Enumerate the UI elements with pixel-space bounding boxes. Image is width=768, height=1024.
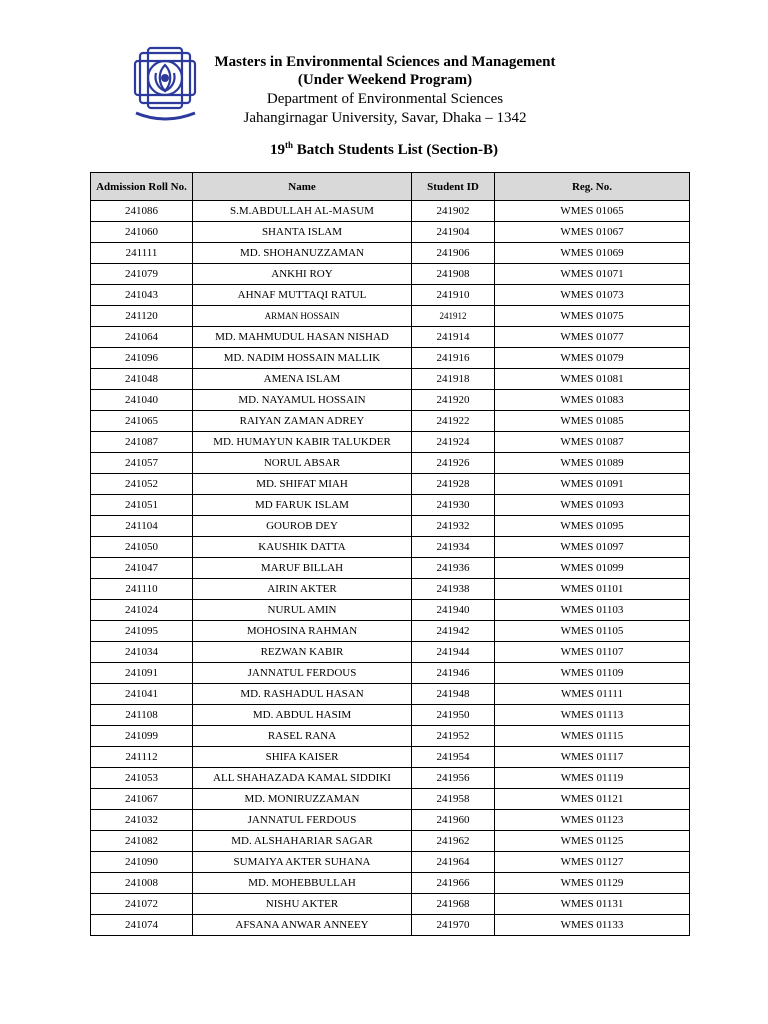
- header-reg-no: Reg. No.: [495, 173, 690, 201]
- table-header-row: [91, 173, 690, 201]
- cell-admission-roll: 241040: [91, 390, 193, 411]
- cell-student-id: 241952: [412, 726, 495, 747]
- table-row: [91, 642, 690, 663]
- cell-name: KAUSHIK DATTA: [193, 537, 412, 558]
- cell-name: MD. NADIM HOSSAIN MALLIK: [193, 348, 412, 369]
- cell-admission-roll: 241050: [91, 537, 193, 558]
- table-row: [91, 495, 690, 516]
- cell-admission-roll: 241060: [91, 222, 193, 243]
- table-row: [91, 915, 690, 936]
- cell-admission-roll: 241024: [91, 600, 193, 621]
- cell-name: JANNATUL FERDOUS: [193, 810, 412, 831]
- cell-reg-no: WMES 01119: [495, 768, 690, 789]
- cell-name: MD FARUK ISLAM: [193, 495, 412, 516]
- cell-name: RASEL RANA: [193, 726, 412, 747]
- cell-reg-no: WMES 01081: [495, 369, 690, 390]
- cell-name: RAIYAN ZAMAN ADREY: [193, 411, 412, 432]
- cell-admission-roll: 241111: [91, 243, 193, 264]
- cell-reg-no: WMES 01129: [495, 873, 690, 894]
- cell-student-id: 241908: [412, 264, 495, 285]
- cell-admission-roll: 241108: [91, 705, 193, 726]
- cell-reg-no: WMES 01065: [495, 201, 690, 222]
- cell-admission-roll: 241091: [91, 663, 193, 684]
- table-row: [91, 474, 690, 495]
- cell-reg-no: WMES 01123: [495, 810, 690, 831]
- cell-student-id: 241940: [412, 600, 495, 621]
- table-row: [91, 369, 690, 390]
- cell-reg-no: WMES 01107: [495, 642, 690, 663]
- cell-student-id: 241928: [412, 474, 495, 495]
- cell-name: AIRIN AKTER: [193, 579, 412, 600]
- cell-reg-no: WMES 01133: [495, 915, 690, 936]
- cell-admission-roll: 241072: [91, 894, 193, 915]
- cell-admission-roll: 241087: [91, 432, 193, 453]
- cell-student-id: 241962: [412, 831, 495, 852]
- cell-admission-roll: 241090: [91, 852, 193, 873]
- cell-name: NORUL ABSAR: [193, 453, 412, 474]
- cell-student-id: 241918: [412, 369, 495, 390]
- cell-name: MD. ALSHAHARIAR SAGAR: [193, 831, 412, 852]
- cell-name: MD. MOHEBBULLAH: [193, 873, 412, 894]
- cell-name: ARMAN HOSSAIN: [193, 306, 412, 327]
- cell-admission-roll: 241043: [91, 285, 193, 306]
- cell-student-id: 241914: [412, 327, 495, 348]
- cell-admission-roll: 241095: [91, 621, 193, 642]
- cell-admission-roll: 241008: [91, 873, 193, 894]
- table-row: [91, 768, 690, 789]
- cell-name: MD. HUMAYUN KABIR TALUKDER: [193, 432, 412, 453]
- title-block: [190, 53, 580, 128]
- cell-reg-no: WMES 01067: [495, 222, 690, 243]
- cell-student-id: 241906: [412, 243, 495, 264]
- cell-admission-roll: 241057: [91, 453, 193, 474]
- list-title-text: Batch Students List (Section-B): [293, 142, 499, 158]
- cell-student-id: 241932: [412, 516, 495, 537]
- cell-reg-no: WMES 01073: [495, 285, 690, 306]
- cell-student-id: 241956: [412, 768, 495, 789]
- cell-reg-no: WMES 01103: [495, 600, 690, 621]
- cell-admission-roll: 241099: [91, 726, 193, 747]
- cell-admission-roll: 241051: [91, 495, 193, 516]
- cell-reg-no: WMES 01115: [495, 726, 690, 747]
- cell-admission-roll: 241034: [91, 642, 193, 663]
- cell-reg-no: WMES 01095: [495, 516, 690, 537]
- cell-name: SUMAIYA AKTER SUHANA: [193, 852, 412, 873]
- cell-admission-roll: 241032: [91, 810, 193, 831]
- cell-student-id: 241924: [412, 432, 495, 453]
- table-body: [91, 201, 690, 936]
- cell-reg-no: WMES 01101: [495, 579, 690, 600]
- table-row: [91, 306, 690, 327]
- cell-admission-roll: 241052: [91, 474, 193, 495]
- cell-student-id: 241934: [412, 537, 495, 558]
- table-row: [91, 264, 690, 285]
- cell-admission-roll: 241112: [91, 747, 193, 768]
- table-row: [91, 285, 690, 306]
- cell-admission-roll: 241079: [91, 264, 193, 285]
- cell-reg-no: WMES 01091: [495, 474, 690, 495]
- table-row: [91, 852, 690, 873]
- cell-student-id: 241954: [412, 747, 495, 768]
- cell-admission-roll: 241067: [91, 789, 193, 810]
- cell-student-id: 241922: [412, 411, 495, 432]
- cell-student-id: 241960: [412, 810, 495, 831]
- cell-name: MD. NAYAMUL HOSSAIN: [193, 390, 412, 411]
- cell-reg-no: WMES 01125: [495, 831, 690, 852]
- table-row: [91, 537, 690, 558]
- table-row: [91, 873, 690, 894]
- program-subtitle: (Under Weekend Program): [297, 72, 473, 88]
- cell-admission-roll: 241047: [91, 558, 193, 579]
- list-title: [0, 142, 768, 159]
- cell-student-id: 241926: [412, 453, 495, 474]
- cell-name: MD. MONIRUZZAMAN: [193, 789, 412, 810]
- table-row: [91, 243, 690, 264]
- table-row: [91, 789, 690, 810]
- cell-reg-no: WMES 01097: [495, 537, 690, 558]
- cell-reg-no: WMES 01099: [495, 558, 690, 579]
- cell-name: MD. ABDUL HASIM: [193, 705, 412, 726]
- cell-name: AHNAF MUTTAQI RATUL: [193, 285, 412, 306]
- table-row: [91, 453, 690, 474]
- batch-number: 19: [269, 142, 285, 158]
- cell-admission-roll: 241110: [91, 579, 193, 600]
- table-row: [91, 684, 690, 705]
- cell-reg-no: WMES 01127: [495, 852, 690, 873]
- cell-student-id: 241912: [412, 306, 495, 327]
- cell-reg-no: WMES 01117: [495, 747, 690, 768]
- cell-reg-no: WMES 01113: [495, 705, 690, 726]
- cell-admission-roll: 241096: [91, 348, 193, 369]
- cell-admission-roll: 241086: [91, 201, 193, 222]
- cell-reg-no: WMES 01109: [495, 663, 690, 684]
- cell-name: MD. SHOHANUZZAMAN: [193, 243, 412, 264]
- cell-name: REZWAN KABIR: [193, 642, 412, 663]
- cell-name: ANKHI ROY: [193, 264, 412, 285]
- cell-student-id: 241904: [412, 222, 495, 243]
- cell-student-id: 241958: [412, 789, 495, 810]
- cell-student-id: 241916: [412, 348, 495, 369]
- table-row: [91, 222, 690, 243]
- table-row: [91, 327, 690, 348]
- cell-reg-no: WMES 01089: [495, 453, 690, 474]
- document-header: [0, 0, 768, 170]
- cell-name: NISHU AKTER: [193, 894, 412, 915]
- table-row: [91, 558, 690, 579]
- department-name: Department of Environmental Sciences: [266, 91, 504, 107]
- cell-admission-roll: 241074: [91, 915, 193, 936]
- cell-student-id: 241902: [412, 201, 495, 222]
- table-row: [91, 621, 690, 642]
- cell-student-id: 241948: [412, 684, 495, 705]
- table-row: [91, 411, 690, 432]
- cell-student-id: 241950: [412, 705, 495, 726]
- cell-student-id: 241920: [412, 390, 495, 411]
- cell-student-id: 241964: [412, 852, 495, 873]
- cell-reg-no: WMES 01083: [495, 390, 690, 411]
- cell-reg-no: WMES 01093: [495, 495, 690, 516]
- cell-reg-no: WMES 01075: [495, 306, 690, 327]
- cell-student-id: 241944: [412, 642, 495, 663]
- cell-admission-roll: 241048: [91, 369, 193, 390]
- cell-admission-roll: 241082: [91, 831, 193, 852]
- cell-reg-no: WMES 01077: [495, 327, 690, 348]
- table-row: [91, 600, 690, 621]
- cell-name: SHANTA ISLAM: [193, 222, 412, 243]
- cell-name: ALL SHAHAZADA KAMAL SIDDIKI: [193, 768, 412, 789]
- cell-reg-no: WMES 01087: [495, 432, 690, 453]
- cell-reg-no: WMES 01111: [495, 684, 690, 705]
- cell-name: AMENA ISLAM: [193, 369, 412, 390]
- table-row: [91, 726, 690, 747]
- cell-name: MARUF BILLAH: [193, 558, 412, 579]
- table-row: [91, 705, 690, 726]
- cell-reg-no: WMES 01121: [495, 789, 690, 810]
- cell-admission-roll: 241065: [91, 411, 193, 432]
- cell-name: MD. MAHMUDUL HASAN NISHAD: [193, 327, 412, 348]
- cell-name: S.M.ABDULLAH AL-MASUM: [193, 201, 412, 222]
- table-row: [91, 390, 690, 411]
- cell-name: MD. RASHADUL HASAN: [193, 684, 412, 705]
- cell-name: MOHOSINA RAHMAN: [193, 621, 412, 642]
- cell-reg-no: WMES 01079: [495, 348, 690, 369]
- cell-reg-no: WMES 01105: [495, 621, 690, 642]
- cell-student-id: 241910: [412, 285, 495, 306]
- cell-student-id: 241938: [412, 579, 495, 600]
- cell-student-id: 241946: [412, 663, 495, 684]
- cell-admission-roll: 241053: [91, 768, 193, 789]
- cell-reg-no: WMES 01085: [495, 411, 690, 432]
- cell-student-id: 241966: [412, 873, 495, 894]
- table-row: [91, 516, 690, 537]
- table-row: [91, 201, 690, 222]
- cell-name: AFSANA ANWAR ANNEEY: [193, 915, 412, 936]
- batch-ordinal-suffix: th: [284, 140, 293, 150]
- university-address: Jahangirnagar University, Savar, Dhaka – 1342: [243, 110, 527, 126]
- header-student-id: Student ID: [412, 173, 495, 201]
- cell-admission-roll: 241120: [91, 306, 193, 327]
- table-row: [91, 432, 690, 453]
- students-table: [90, 172, 690, 936]
- cell-name: SHIFA KAISER: [193, 747, 412, 768]
- table-row: [91, 894, 690, 915]
- program-title: Masters in Environmental Sciences and Management: [214, 54, 556, 70]
- cell-admission-roll: 241064: [91, 327, 193, 348]
- cell-student-id: 241968: [412, 894, 495, 915]
- cell-student-id: 241970: [412, 915, 495, 936]
- cell-reg-no: WMES 01131: [495, 894, 690, 915]
- cell-reg-no: WMES 01069: [495, 243, 690, 264]
- cell-reg-no: WMES 01071: [495, 264, 690, 285]
- cell-name: JANNATUL FERDOUS: [193, 663, 412, 684]
- table-row: [91, 579, 690, 600]
- table-row: [91, 348, 690, 369]
- table-row: [91, 831, 690, 852]
- cell-name: GOUROB DEY: [193, 516, 412, 537]
- cell-admission-roll: 241104: [91, 516, 193, 537]
- cell-name: NURUL AMIN: [193, 600, 412, 621]
- cell-admission-roll: 241041: [91, 684, 193, 705]
- cell-student-id: 241936: [412, 558, 495, 579]
- table-row: [91, 810, 690, 831]
- cell-student-id: 241942: [412, 621, 495, 642]
- header-name: Name: [193, 173, 412, 201]
- table-row: [91, 663, 690, 684]
- cell-student-id: 241930: [412, 495, 495, 516]
- table-row: [91, 747, 690, 768]
- header-admission-roll: Admission Roll No.: [91, 173, 193, 201]
- cell-name: MD. SHIFAT MIAH: [193, 474, 412, 495]
